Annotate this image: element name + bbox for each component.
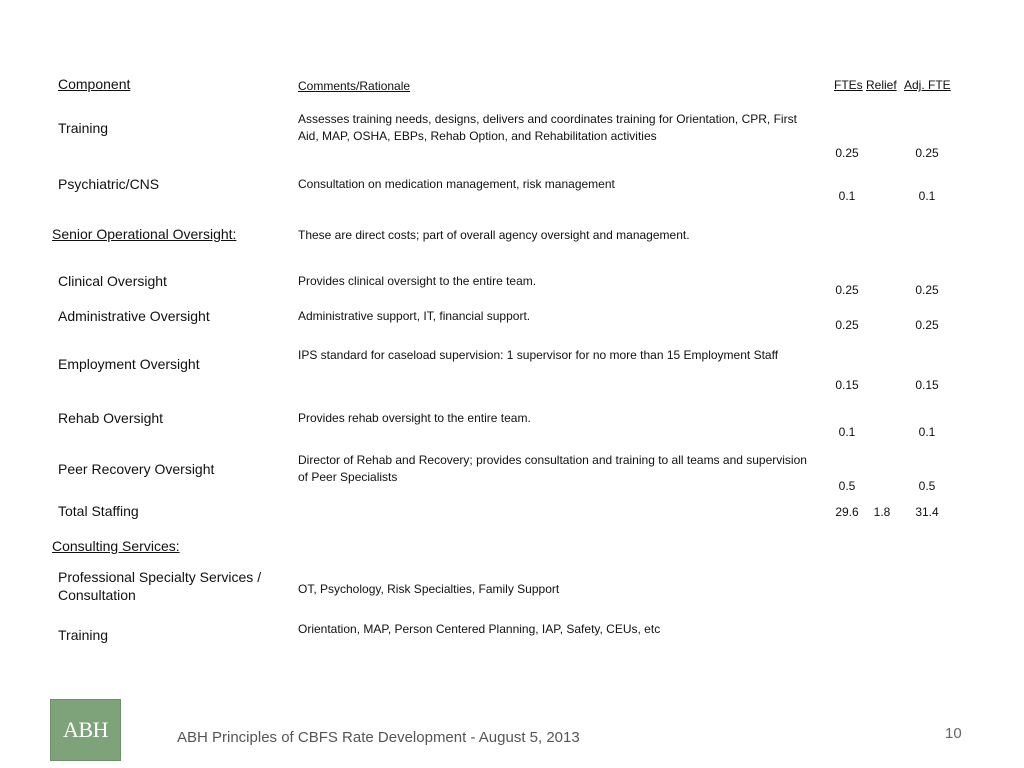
section-senior-comment: These are direct costs; part of overall agency oversight and management.: [298, 228, 690, 242]
row-psychiatric-adj: 0.1: [918, 189, 936, 203]
row-training-label: Training: [58, 120, 109, 136]
row-clinical-comment: Provides clinical oversight to the entire team.: [298, 274, 537, 288]
row-total-adj: 31.4: [915, 505, 939, 519]
row-psychiatric-label: Psychiatric/CNS: [58, 176, 160, 192]
row-rehab-comment: Provides rehab oversight to the entire team.: [298, 411, 531, 425]
relief-header: Relief: [866, 78, 897, 92]
row-clinical-adj: 0.25: [915, 283, 939, 297]
row-peer-adj: 0.5: [918, 479, 936, 493]
row-consult-training-comment: Orientation, MAP, Person Centered Planning, IAP, Safety, CEUs, etc: [298, 622, 661, 636]
row-training-ftes: 0.25: [835, 146, 859, 160]
row-professional-comment: OT, Psychology, Risk Specialties, Family Support: [298, 582, 560, 596]
section-consulting-services: Consulting Services:: [52, 538, 180, 554]
row-clinical-label: Clinical Oversight: [58, 273, 167, 289]
row-administrative-label: Administrative Oversight: [58, 308, 210, 324]
row-training-adj: 0.25: [915, 146, 939, 160]
row-rehab-label: Rehab Oversight: [58, 410, 164, 426]
row-administrative-comment: Administrative support, IT, financial support.: [298, 309, 531, 323]
ftes-header: FTEs: [834, 78, 863, 92]
row-employment-ftes: 0.15: [835, 378, 859, 392]
row-rehab-adj: 0.1: [918, 425, 936, 439]
row-rehab-ftes: 0.1: [838, 425, 856, 439]
comments-header: Comments/Rationale: [298, 79, 411, 93]
row-peer-comment: Director of Rehab and Recovery; provides consultation and training to all teams and supervision of Peer Specialists: [298, 453, 807, 484]
row-administrative-adj: 0.25: [915, 318, 939, 332]
page-number: 10: [945, 725, 962, 742]
row-psychiatric-comment: Consultation on medication management, risk management: [298, 177, 615, 191]
row-employment-label: Employment Oversight: [58, 356, 200, 372]
component-header: Component: [58, 76, 131, 92]
row-employment-adj: 0.15: [915, 378, 939, 392]
row-total-label: Total Staffing: [58, 503, 139, 519]
row-administrative-ftes: 0.25: [835, 318, 859, 332]
row-peer-ftes: 0.5: [838, 479, 856, 493]
footer-text: ABH Principles of CBFS Rate Development - August 5, 2013: [177, 729, 580, 746]
abh-logo: ABH: [50, 699, 121, 761]
row-peer-label: Peer Recovery Oversight: [58, 461, 215, 477]
row-employment-comment: IPS standard for caseload supervision: 1 supervisor for no more than 15 Employment Staff: [298, 348, 779, 362]
adj-fte-header: Adj. FTE: [904, 78, 951, 92]
row-professional-label: Professional Specialty Services / Consultation: [58, 569, 262, 603]
row-consult-training-label: Training: [58, 627, 109, 643]
row-training-comment: Assesses training needs, designs, delivers and coordinates training for Orientation, CPR, First Aid, MAP, OSHA, EBPs, Rehab Option, and Rehabilitation activities: [298, 112, 797, 143]
row-psychiatric-ftes: 0.1: [838, 189, 856, 203]
section-senior-oversight: Senior Operational Oversight:: [52, 226, 237, 242]
row-total-relief: 1.8: [873, 505, 891, 519]
row-clinical-ftes: 0.25: [835, 283, 859, 297]
row-total-ftes: 29.6: [835, 505, 859, 519]
